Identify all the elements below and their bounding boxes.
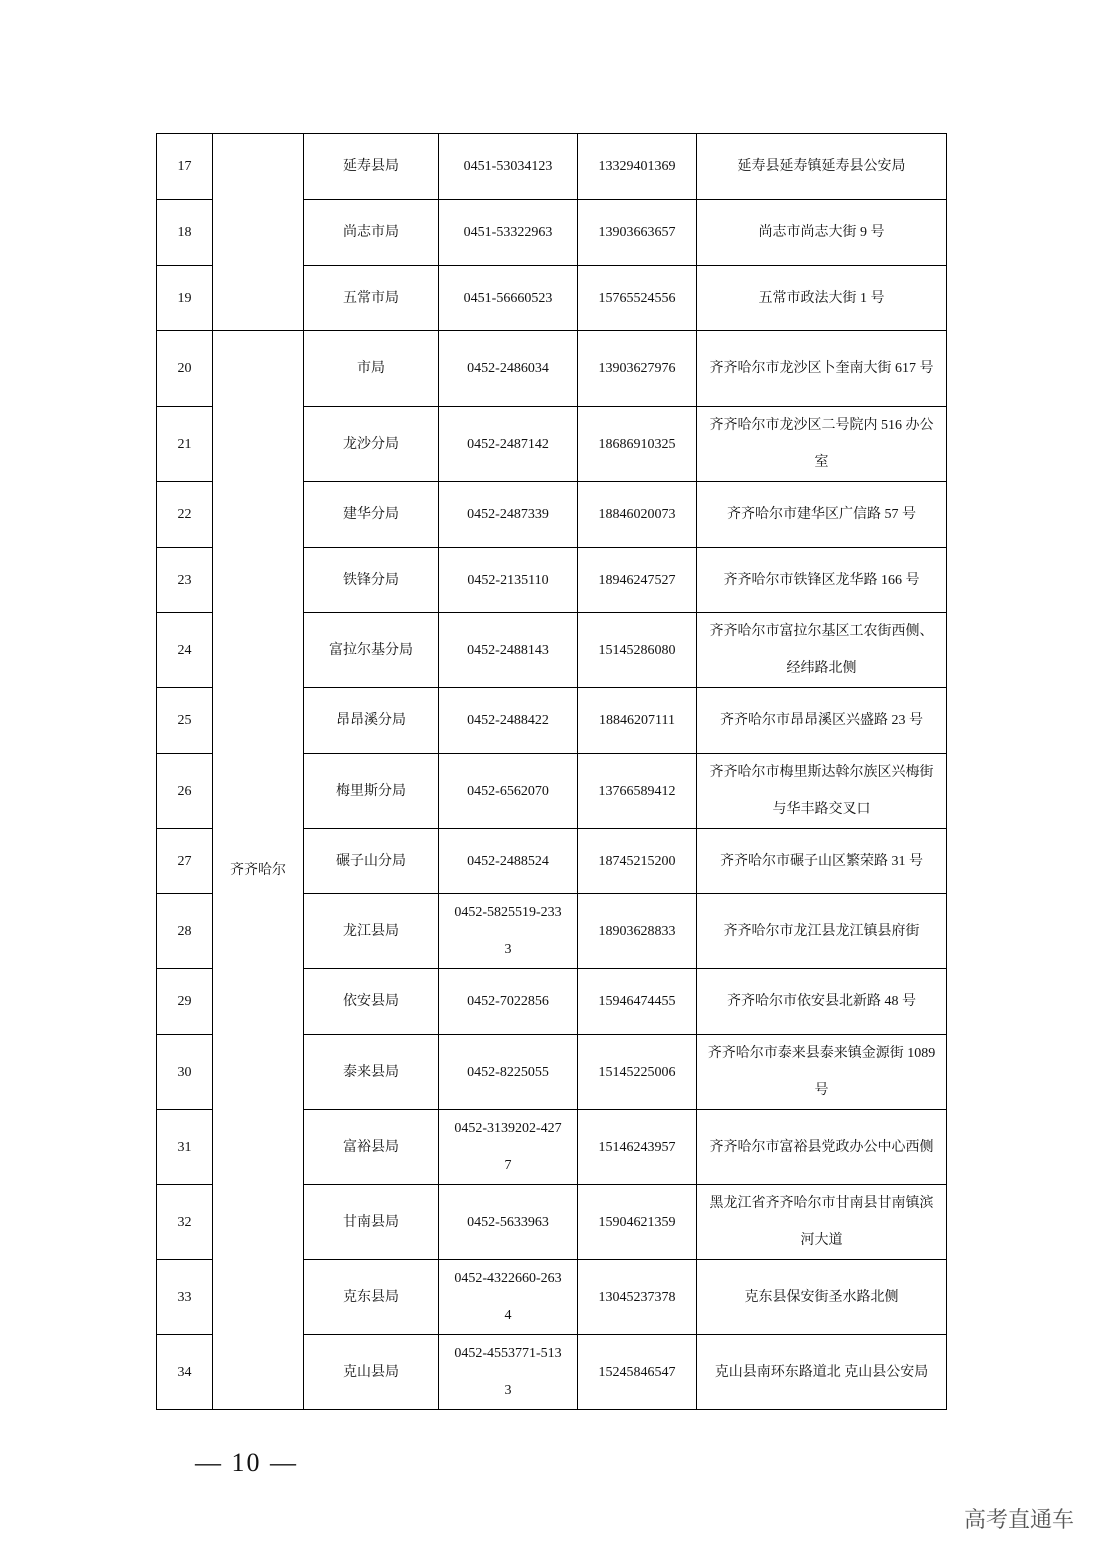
- row-number: 24: [157, 613, 213, 688]
- office-phone: 0452-2487339: [439, 482, 578, 548]
- unit-name: 铁锋分局: [304, 548, 439, 613]
- unit-name: 泰来县局: [304, 1035, 439, 1110]
- unit-name: 龙沙分局: [304, 407, 439, 482]
- unit-name: 尚志市局: [304, 200, 439, 266]
- office-phone: 0452-4322660-2634: [439, 1260, 578, 1335]
- office-phone: 0452-7022856: [439, 969, 578, 1035]
- address: 克东县保安街圣水路北侧: [697, 1260, 947, 1335]
- address: 齐齐哈尔市昂昂溪区兴盛路 23 号: [697, 688, 947, 754]
- address: 黑龙江省齐齐哈尔市甘南县甘南镇滨河大道: [697, 1185, 947, 1260]
- address: 齐齐哈尔市碾子山区繁荣路 31 号: [697, 829, 947, 894]
- row-number: 23: [157, 548, 213, 613]
- row-number: 21: [157, 407, 213, 482]
- office-phone: 0452-2488524: [439, 829, 578, 894]
- mobile-phone: 18946247527: [578, 548, 697, 613]
- address: 五常市政法大街 1 号: [697, 266, 947, 331]
- mobile-phone: 13903663657: [578, 200, 697, 266]
- mobile-phone: 15765524556: [578, 266, 697, 331]
- mobile-phone: 18745215200: [578, 829, 697, 894]
- address: 齐齐哈尔市建华区广信路 57 号: [697, 482, 947, 548]
- unit-name: 克山县局: [304, 1335, 439, 1410]
- unit-name: 甘南县局: [304, 1185, 439, 1260]
- mobile-phone: 13766589412: [578, 754, 697, 829]
- row-number: 32: [157, 1185, 213, 1260]
- address: 齐齐哈尔市富裕县党政办公中心西侧: [697, 1110, 947, 1185]
- office-phone: 0452-2488143: [439, 613, 578, 688]
- mobile-phone: 15146243957: [578, 1110, 697, 1185]
- office-phone: 0452-2488422: [439, 688, 578, 754]
- row-number: 31: [157, 1110, 213, 1185]
- contact-table: [156, 133, 947, 1410]
- address: 齐齐哈尔市龙沙区二号院内 516 办公室: [697, 407, 947, 482]
- office-phone: 0452-2135110: [439, 548, 578, 613]
- mobile-phone: 15245846547: [578, 1335, 697, 1410]
- unit-name: 延寿县局: [304, 134, 439, 200]
- row-number: 27: [157, 829, 213, 894]
- mobile-phone: 13045237378: [578, 1260, 697, 1335]
- address: 齐齐哈尔市依安县北新路 48 号: [697, 969, 947, 1035]
- mobile-phone: 18846020073: [578, 482, 697, 548]
- unit-name: 碾子山分局: [304, 829, 439, 894]
- address: 齐齐哈尔市铁锋区龙华路 166 号: [697, 548, 947, 613]
- unit-name: 龙江县局: [304, 894, 439, 969]
- row-number: 33: [157, 1260, 213, 1335]
- row-number: 22: [157, 482, 213, 548]
- mobile-phone: 18903628833: [578, 894, 697, 969]
- region-cell: 齐齐哈尔: [213, 331, 304, 1410]
- mobile-phone: 13329401369: [578, 134, 697, 200]
- mobile-phone: 18846207111: [578, 688, 697, 754]
- row-number: 20: [157, 331, 213, 407]
- address: 齐齐哈尔市富拉尔基区工农街西侧、经纬路北侧: [697, 613, 947, 688]
- office-phone: 0452-8225055: [439, 1035, 578, 1110]
- address: 齐齐哈尔市泰来县泰来镇金源街 1089 号: [697, 1035, 947, 1110]
- mobile-phone: 15904621359: [578, 1185, 697, 1260]
- row-number: 34: [157, 1335, 213, 1410]
- page-number: — 10 —: [195, 1448, 298, 1477]
- row-number: 18: [157, 200, 213, 266]
- mobile-phone: 15145286080: [578, 613, 697, 688]
- region-cell: [213, 134, 304, 331]
- unit-name: 昂昂溪分局: [304, 688, 439, 754]
- mobile-phone: 18686910325: [578, 407, 697, 482]
- unit-name: 建华分局: [304, 482, 439, 548]
- unit-name: 富裕县局: [304, 1110, 439, 1185]
- address: 齐齐哈尔市龙沙区卜奎南大街 617 号: [697, 331, 947, 407]
- office-phone: 0452-5633963: [439, 1185, 578, 1260]
- office-phone: 0452-2486034: [439, 331, 578, 407]
- table-row: [157, 331, 947, 407]
- office-phone: 0451-53034123: [439, 134, 578, 200]
- table-row: [157, 134, 947, 200]
- unit-name: 五常市局: [304, 266, 439, 331]
- row-number: 26: [157, 754, 213, 829]
- mobile-phone: 15946474455: [578, 969, 697, 1035]
- address: 齐齐哈尔市龙江县龙江镇县府街: [697, 894, 947, 969]
- row-number: 25: [157, 688, 213, 754]
- office-phone: 0451-56660523: [439, 266, 578, 331]
- unit-name: 依安县局: [304, 969, 439, 1035]
- mobile-phone: 15145225006: [578, 1035, 697, 1110]
- office-phone: 0451-53322963: [439, 200, 578, 266]
- unit-name: 富拉尔基分局: [304, 613, 439, 688]
- address: 克山县南环东路道北 克山县公安局: [697, 1335, 947, 1410]
- watermark: 高考直通车: [963, 1508, 1074, 1533]
- office-phone: 0452-2487142: [439, 407, 578, 482]
- row-number: 30: [157, 1035, 213, 1110]
- unit-name: 克东县局: [304, 1260, 439, 1335]
- row-number: 17: [157, 134, 213, 200]
- row-number: 19: [157, 266, 213, 331]
- office-phone: 0452-3139202-4277: [439, 1110, 578, 1185]
- address: 延寿县延寿镇延寿县公安局: [697, 134, 947, 200]
- office-phone: 0452-4553771-5133: [439, 1335, 578, 1410]
- office-phone: 0452-5825519-2333: [439, 894, 578, 969]
- address: 齐齐哈尔市梅里斯达斡尔族区兴梅街与华丰路交叉口: [697, 754, 947, 829]
- unit-name: 梅里斯分局: [304, 754, 439, 829]
- mobile-phone: 13903627976: [578, 331, 697, 407]
- address: 尚志市尚志大街 9 号: [697, 200, 947, 266]
- row-number: 29: [157, 969, 213, 1035]
- unit-name: 市局: [304, 331, 439, 407]
- row-number: 28: [157, 894, 213, 969]
- office-phone: 0452-6562070: [439, 754, 578, 829]
